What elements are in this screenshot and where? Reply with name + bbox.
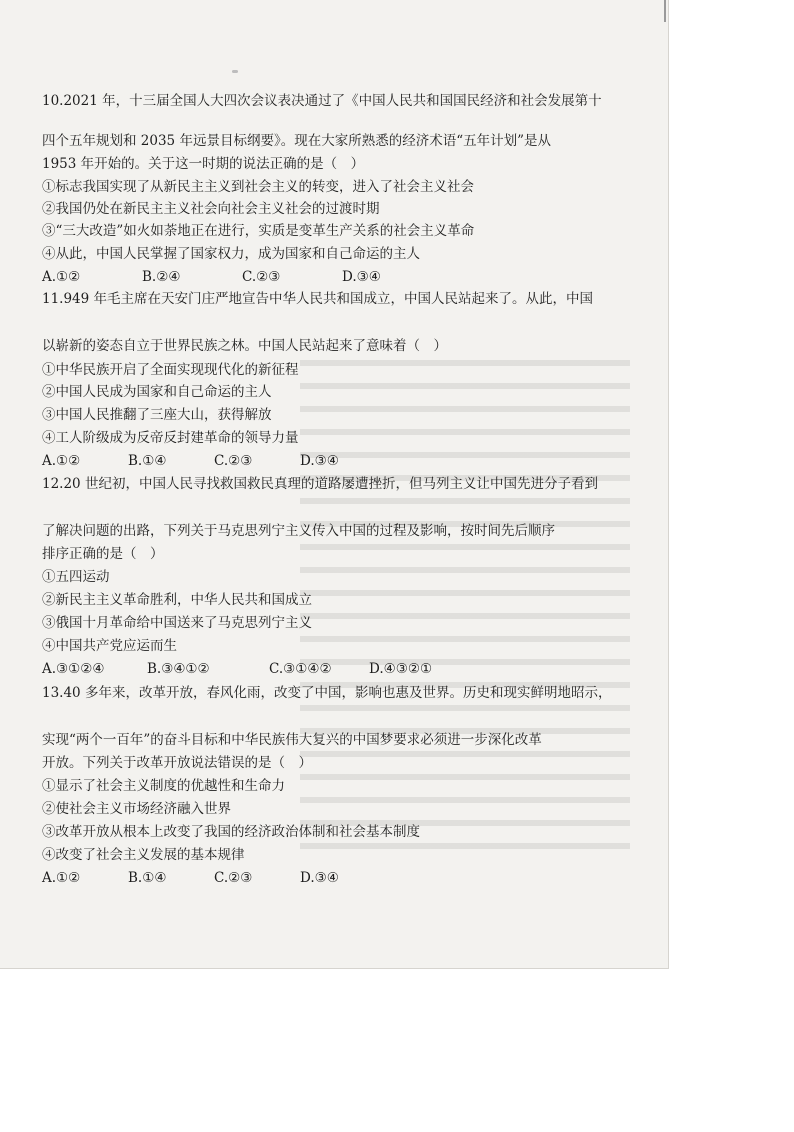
scan-speck [232, 70, 238, 73]
q12-item-4: ④中国共产党应运而生 [42, 638, 177, 654]
q11-choice-c: C.②③ [214, 453, 253, 469]
q11-item-4: ④工人阶级成为反帝反封建革命的领导力量 [42, 430, 299, 446]
q13-item-1: ①显示了社会主义制度的优越性和生命力 [42, 778, 285, 794]
q13-stem-line-2: 实现“两个一百年”的奋斗目标和中华民族伟大复兴的中国梦要求必须进一步深化改革 [42, 732, 542, 748]
bleed-through-texture [300, 360, 630, 860]
q10-stem-line-2: 四个五年规划和 2035 年远景目标纲要》。现在大家所熟悉的经济术语“五年计划”是从 [42, 133, 551, 149]
q10-choice-b: B.②④ [142, 269, 181, 285]
q10-item-4: ④从此，中国人民掌握了国家权力，成为国家和自己命运的主人 [42, 246, 420, 262]
q13-item-4: ④改变了社会主义发展的基本规律 [42, 847, 245, 863]
q12-choice-b: B.③④①② [147, 661, 210, 677]
q12-stem-line-1: 12.20 世纪初，中国人民寻找救国救民真理的道路屡遭挫折，但马列主义让中国先进分子看到 [42, 476, 598, 492]
q10-choice-d: D.③④ [342, 269, 381, 285]
q10-item-3: ③“三大改造”如火如荼地正在进行，实质是变革生产关系的社会主义革命 [42, 223, 475, 239]
q10-choice-c: C.②③ [242, 269, 281, 285]
q11-choice-a: A.①② [42, 453, 81, 469]
q13-choice-a: A.①② [42, 870, 81, 886]
q13-choice-c: C.②③ [214, 870, 253, 886]
q12-choice-a: A.③①②④ [42, 661, 105, 677]
q10-item-2: ②我国仍处在新民主主义社会向社会主义社会的过渡时期 [42, 201, 380, 217]
q13-choices [42, 869, 339, 887]
q11-item-1: ①中华民族开启了全面实现现代化的新征程 [42, 362, 299, 378]
q12-choices [42, 660, 432, 678]
q12-item-1: ①五四运动 [42, 569, 110, 585]
q12-choice-d: D.④③②① [369, 661, 433, 677]
q13-item-2: ②使社会主义市场经济融入世界 [42, 801, 231, 817]
q11-choices [42, 452, 339, 470]
q10-item-1: ①标志我国实现了从新民主主义到社会主义的转变，进入了社会主义社会 [42, 179, 474, 195]
page-fold-mark [664, 0, 676, 22]
q12-choice-c: C.③①④② [269, 661, 332, 677]
q13-stem-line-3: 开放。下列关于改革开放说法错误的是（ ） [42, 755, 312, 771]
q12-stem-line-3: 排序正确的是（ ） [42, 546, 164, 562]
q10-stem-line-3: 1953 年开始的。关于这一时期的说法正确的是（ ） [42, 156, 365, 172]
q13-stem-line-1: 13.40 多年来，改革开放，春风化雨，改变了中国，影响也惠及世界。历史和现实鲜明地昭示， [42, 685, 612, 701]
q11-stem-line-1: 11.949 年毛主席在天安门庄严地宣告中华人民共和国成立，中国人民站起来了。从此，中国 [42, 291, 594, 307]
q10-stem-line-1: 10.2021 年，十三届全国人大四次会议表决通过了《中国人民共和国国民经济和社会发展第十 [42, 93, 602, 109]
q12-item-3: ③俄国十月革命给中国送来了马克思列宁主义 [42, 615, 312, 631]
q12-stem-line-2: 了解决问题的出路，下列关于马克思列宁主义传入中国的过程及影响，按时间先后顺序 [42, 523, 555, 539]
q10-choices [42, 268, 381, 286]
q11-choice-b: B.①④ [128, 453, 167, 469]
q11-item-3: ③中国人民推翻了三座大山，获得解放 [42, 407, 272, 423]
q11-item-2: ②中国人民成为国家和自己命运的主人 [42, 384, 272, 400]
q13-item-3: ③改革开放从根本上改变了我国的经济政治体制和社会基本制度 [42, 824, 420, 840]
q11-choice-d: D.③④ [300, 453, 339, 469]
q13-choice-b: B.①④ [128, 870, 167, 886]
q11-stem-line-2: 以崭新的姿态自立于世界民族之林。中国人民站起来了意味着（ ） [42, 338, 447, 354]
q13-choice-d: D.③④ [300, 870, 339, 886]
q12-item-2: ②新民主主义革命胜利，中华人民共和国成立 [42, 592, 312, 608]
q10-choice-a: A.①② [42, 269, 81, 285]
